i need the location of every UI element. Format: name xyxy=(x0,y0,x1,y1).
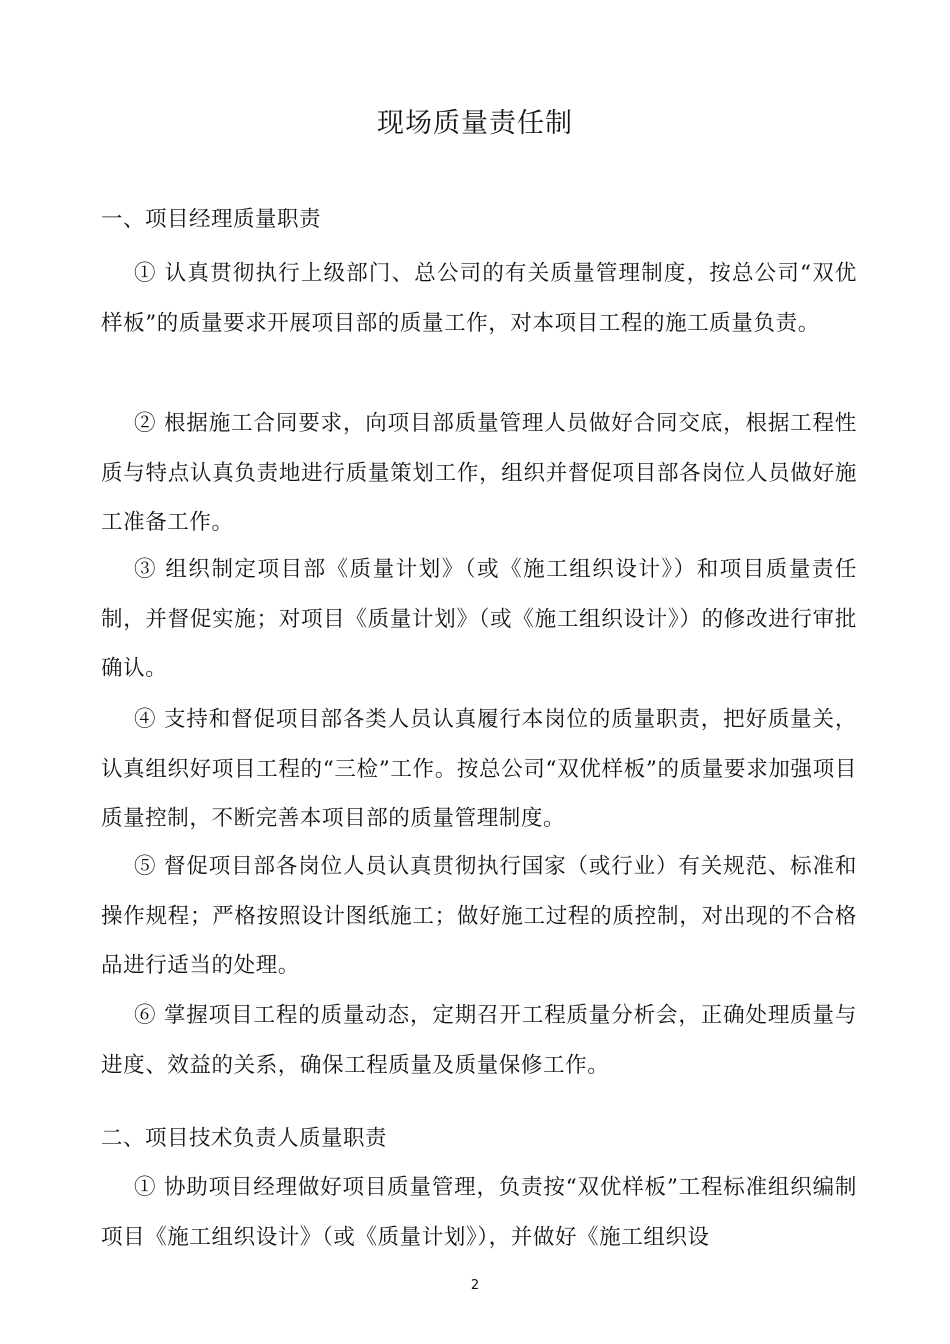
section-heading-technical-lead: 二、项目技术负责人质量职责 xyxy=(101,1126,388,1151)
page-title: 现场质量责任制 xyxy=(377,108,573,139)
section-heading-project-manager: 一、项目经理质量职责 xyxy=(101,207,322,232)
paragraph-item-3: ③ 组织制定项目部《质量计划》（或《施工组织设计》）和项目质量责任制，并督促实施；对项目《质量计划》（或《施工组织设计》）的修改进行审批确认。 xyxy=(101,557,857,681)
paragraph-item-4: ④ 支持和督促项目部各类人员认真履行本岗位的质量职责，把好质量关，认真组织好项目工程的“三检”工作。按总公司“双优样板”的质量要求加强项目质量控制，不断完善本项目部的质量管理制度。 xyxy=(101,707,857,831)
paragraph-item-1: ① 认真贯彻执行上级部门、总公司的有关质量管理制度，按总公司“双优样板”的质量要求开展项目部的质量工作，对本项目工程的施工质量负责。 xyxy=(101,261,857,336)
paragraph-item-tech-1: ① 协助项目经理做好项目质量管理，负责按“双优样板”工程标准组织编制项目《施工组织设计》（或《质量计划》），并做好《施工组织设 xyxy=(101,1175,857,1250)
paragraph-item-6: ⑥ 掌握项目工程的质量动态，定期召开工程质量分析会，正确处理质量与进度、效益的关系，确保工程质量及质量保修工作。 xyxy=(101,1003,857,1078)
page-number: 2 xyxy=(470,1278,480,1293)
paragraph-item-5: ⑤ 督促项目部各岗位人员认真贯彻执行国家（或行业）有关规范、标准和操作规程；严格按照设计图纸施工；做好施工过程的质控制，对出现的不合格品进行适当的处理。 xyxy=(101,854,857,978)
paragraph-item-2: ② 根据施工合同要求，向项目部质量管理人员做好合同交底，根据工程性质与特点认真负责地进行质量策划工作，组织并督促项目部各岗位人员做好施工准备工作。 xyxy=(101,411,857,535)
